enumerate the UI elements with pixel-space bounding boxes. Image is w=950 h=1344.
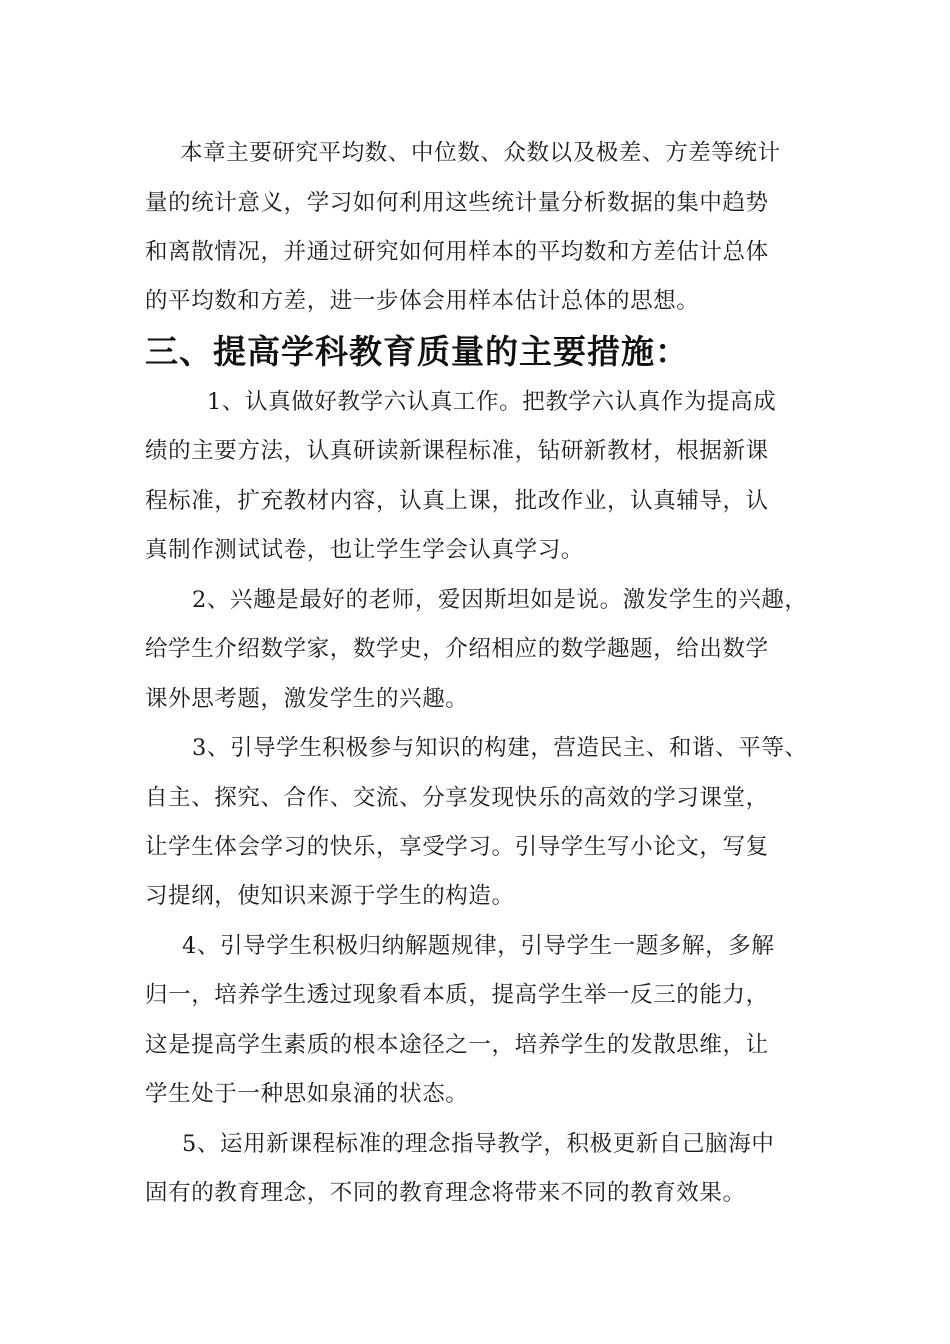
measure-4-line: 学生处于一种思如泉涌的状态。 — [145, 1081, 469, 1107]
measure-5-line: 固有的教育理念，不同的教育理念将带来不同的教育效果。 — [145, 1180, 746, 1206]
intro-line: 和离散情况，并通过研究如何用样本的平均数和方差估计总体 — [145, 239, 769, 265]
intro-line: 本章主要研究平均数、中位数、众数以及极差、方差等统计 — [180, 140, 781, 166]
measure-1-line: 绩的主要方法，认真研读新课程标准，钻研新教材，根据新课 — [145, 438, 769, 464]
measure-1-line: 1、认真做好教学六认真工作。把教学六认真作为提高成 — [207, 389, 777, 415]
measure-2-line: 给学生介绍数学家，数学史，介绍相应的数学趣题，给出数学 — [145, 636, 769, 662]
measure-4-line: 4、引导学生积极归纳解题规律，引导学生一题多解，多解 — [182, 933, 775, 959]
measure-1-line: 程标准，扩充教材内容，认真上课，批改作业，认真辅导，认 — [145, 488, 769, 514]
measure-3-line: 自主、探究、合作、交流、分享发现快乐的高效的学习课堂， — [145, 785, 769, 811]
section-heading: 三、提高学科教育质量的主要措施： — [145, 332, 689, 371]
measure-4-line: 这是提高学生素质的根本途径之一，培养学生的发散思维，让 — [145, 1032, 769, 1058]
measure-4-line: 归一，培养学生透过现象看本质，提高学生举一反三的能力， — [145, 982, 769, 1008]
measure-3-line: 习提纲，使知识来源于学生的构造。 — [145, 883, 515, 909]
measure-3-line: 3、引导学生积极参与知识的构建，营造民主、和谐、平等、 — [192, 735, 808, 761]
measure-5-line: 5、运用新课程标准的理念指导教学，积极更新自己脑海中 — [182, 1131, 775, 1157]
intro-line: 的平均数和方差，进一步体会用样本估计总体的思想。 — [145, 288, 700, 314]
measure-3-line: 让学生体会学习的快乐，享受学习。引导学生写小论文，写复 — [145, 834, 769, 860]
measure-2-line: 2、兴趣是最好的老师，爱因斯坦如是说。激发学生的兴趣， — [192, 587, 808, 613]
intro-line: 量的统计意义，学习如何利用这些统计量分析数据的集中趋势 — [145, 190, 769, 216]
measure-2-line: 课外思考题，激发学生的兴趣。 — [145, 686, 469, 712]
measure-1-line: 真制作测试试卷，也让学生学会认真学习。 — [145, 537, 584, 563]
